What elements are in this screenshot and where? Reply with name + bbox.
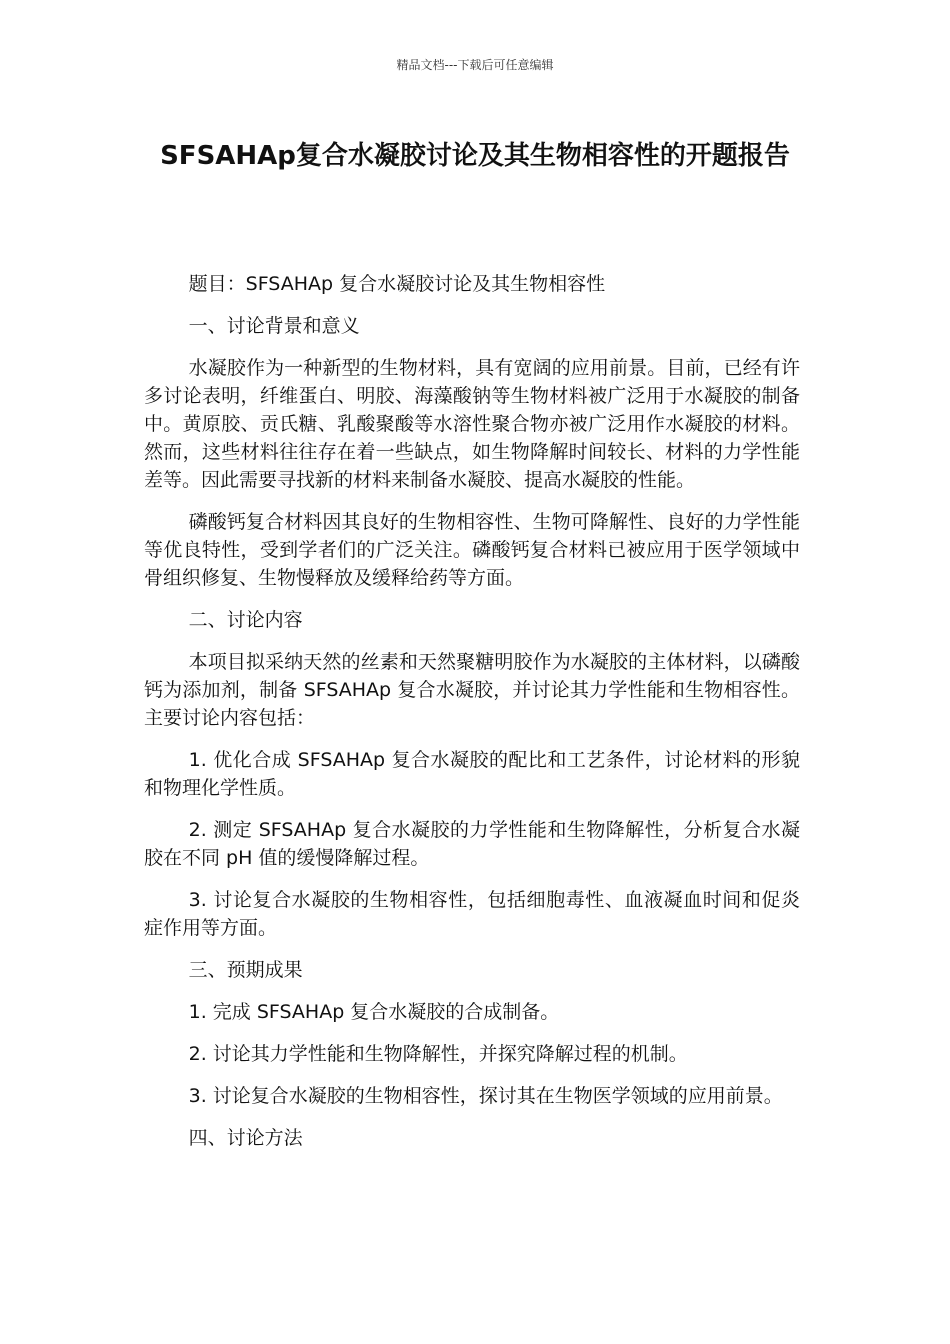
section-heading-content: 二、讨论内容 [188,609,303,631]
paragraph-calcium-phosphate: 磷酸钙复合材料因其良好的生物相容性、生物可降解性、良好的力学性能等优良特性，受到学者们的广泛关注。磷酸钙复合材料已被应用于医学领域中骨组织修复、生物慢释放及缓释给药等方面。 [144,511,800,589]
content-item-3: 3. 讨论复合水凝胶的生物相容性，包括细胞毒性、血液凝血时间和促炎症作用等方面。 [144,889,800,939]
paragraph-project-plan: 本项目拟采纳天然的丝素和天然聚糖明胶作为水凝胶的主体材料，以磷酸钙为添加剂，制备 SFSAHAp 复合水凝胶，并讨论其力学性能和生物相容性。主要讨论内容包括： [144,651,800,729]
result-item-1: 1. 完成 SFSAHAp 复合水凝胶的合成制备。 [188,1001,560,1023]
result-item-3: 3. 讨论复合水凝胶的生物相容性，探讨其在生物医学领域的应用前景。 [188,1085,783,1107]
document-body [144,270,800,1166]
section-heading-methods: 四、讨论方法 [188,1127,303,1149]
document-title: SFSAHAp复合水凝胶讨论及其生物相容性的开题报告 [160,141,790,171]
section-heading-results: 三、预期成果 [188,959,303,981]
paragraph-background: 水凝胶作为一种新型的生物材料，具有宽阔的应用前景。目前，已经有许多讨论表明，纤维蛋白、明胶、海藻酸钠等生物材料被广泛用于水凝胶的制备中。黄原胶、贡氏糖、乳酸聚酸等水溶性聚合物亦被广泛用作水凝胶的材料。然而，这些材料往往存在着一些缺点，如生物降解时间较长、材料的力学性能差等。因此需要寻找新的材料来制备水凝胶、提高水凝胶的性能。 [144,357,800,491]
content-item-2: 2. 测定 SFSAHAp 复合水凝胶的力学性能和生物降解性，分析复合水凝胶在不同 pH 值的缓慢降解过程。 [144,819,800,869]
result-item-2: 2. 讨论其力学性能和生物降解性，并探究降解过程的机制。 [188,1043,688,1065]
page-header: 精品文档---下载后可任意编辑 [396,58,554,72]
content-item-1: 1. 优化合成 SFSAHAp 复合水凝胶的配比和工艺条件，讨论材料的形貌和物理化学性质。 [144,749,800,799]
section-heading-background: 一、讨论背景和意义 [188,315,360,337]
topic-line: 题目：SFSAHAp 复合水凝胶讨论及其生物相容性 [188,273,606,295]
